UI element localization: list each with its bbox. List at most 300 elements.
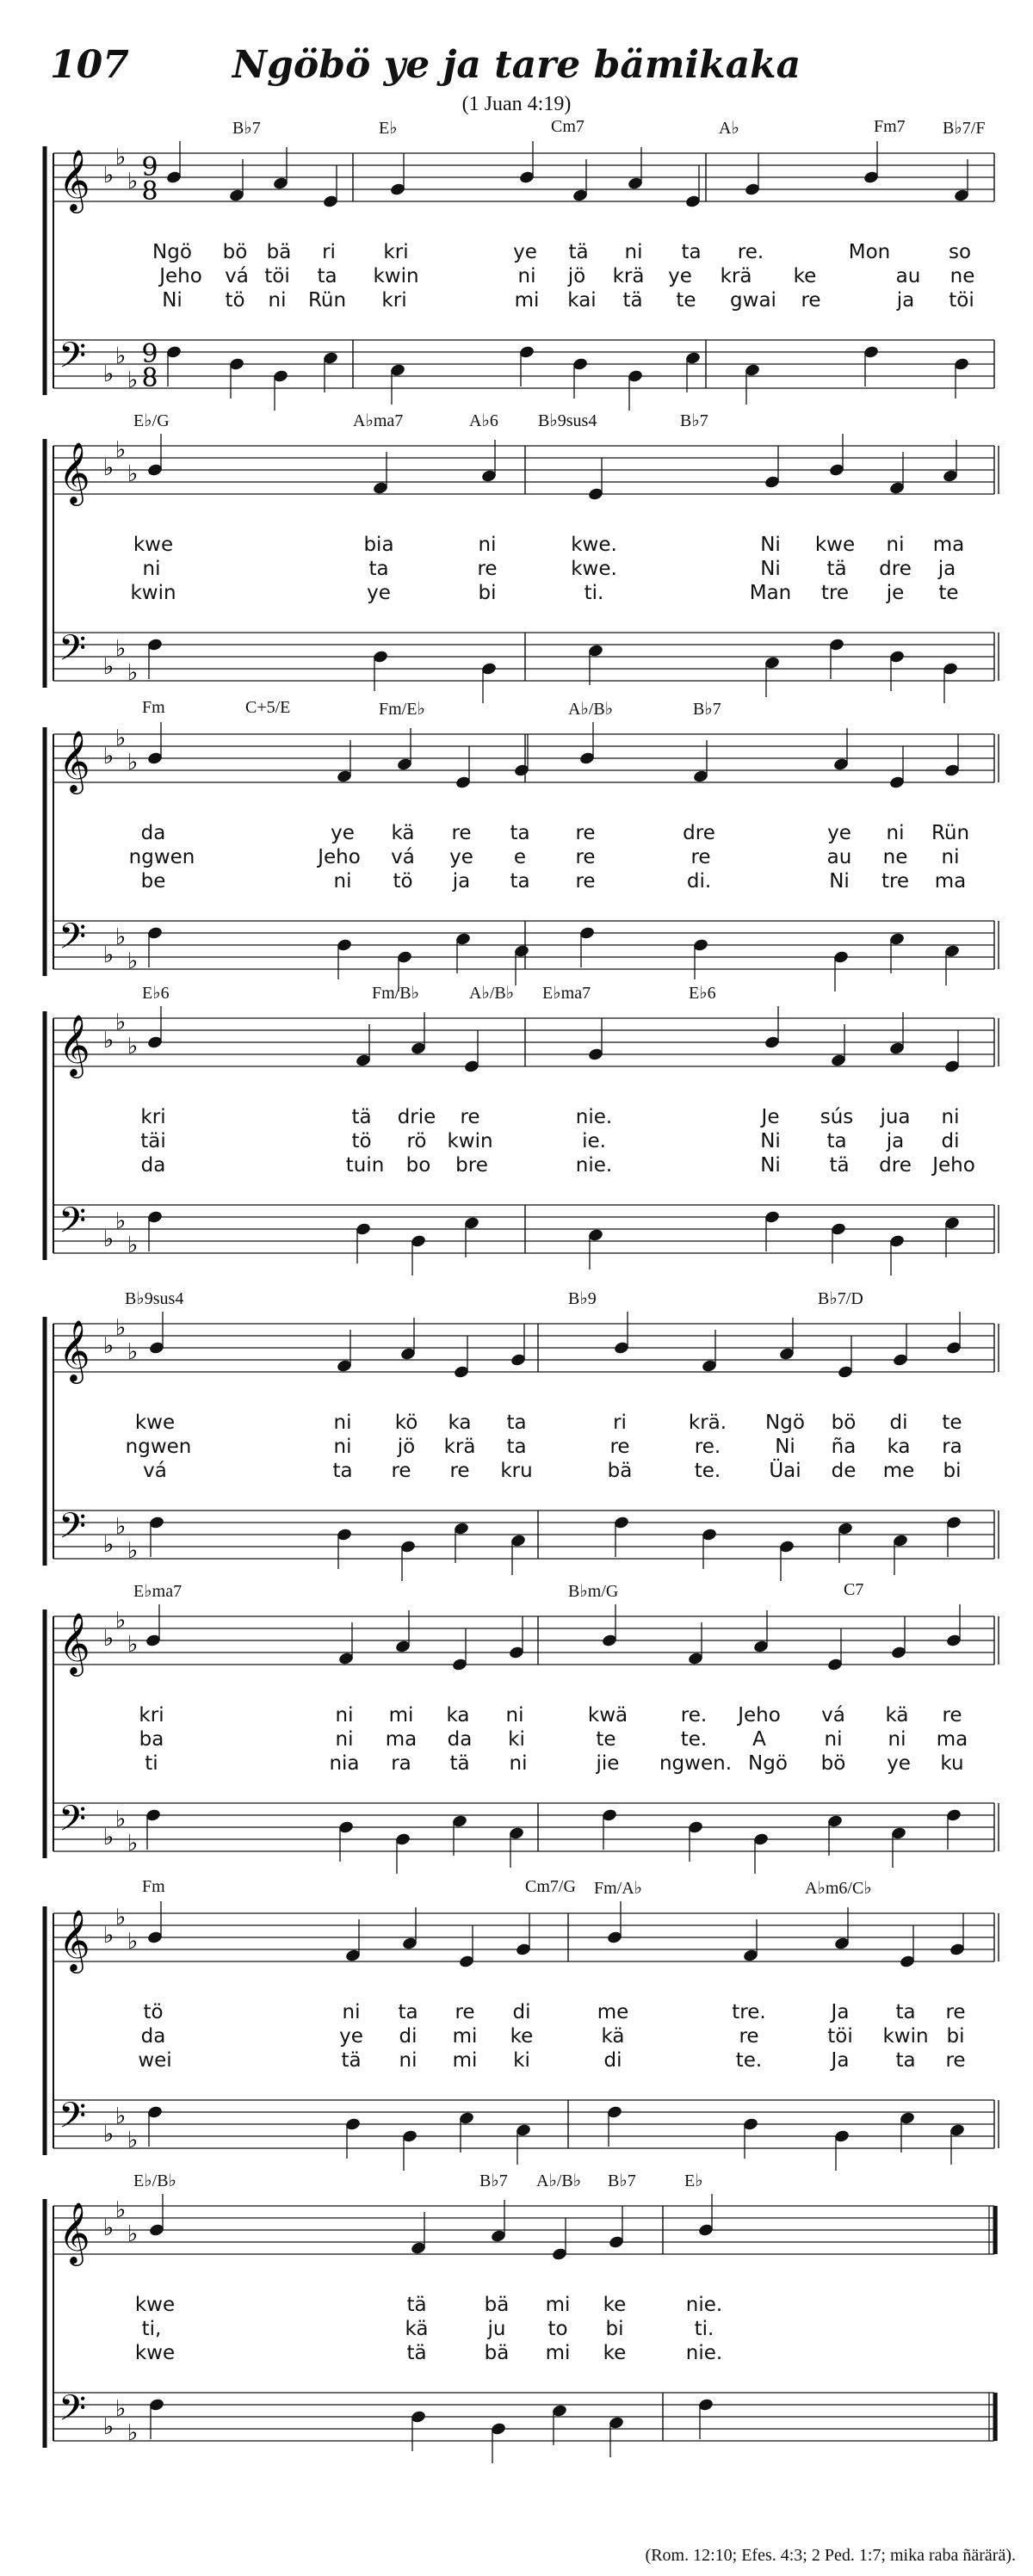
key-signature-flat: ♭	[115, 924, 127, 950]
lyric-syllable-verse-3: re	[449, 1460, 470, 1482]
lyric-syllable-verse-1: re	[945, 2001, 966, 2023]
key-signature-flat: ♭	[127, 1339, 139, 1365]
lyric-syllable-verse-1: tä	[568, 241, 589, 263]
chord-symbol: B♭9sus4	[538, 411, 597, 430]
lyric-syllable-verse-2: kwin	[447, 1130, 493, 1152]
lyric-syllable-verse-2: Ni	[775, 1436, 795, 1458]
key-signature-flat: ♭	[103, 2122, 114, 2147]
lyric-syllable-verse-2: ti,	[141, 2318, 162, 2340]
lyric-syllable-verse-2: ke	[510, 2025, 534, 2048]
hymn-number: 107	[50, 43, 129, 87]
lyric-syllable-verse-3: Ni	[760, 1154, 781, 1177]
lyric-syllable-verse-1: re.	[680, 1704, 708, 1727]
chord-symbol: B♭7/D	[818, 1289, 863, 1308]
system-6	[0, 1580, 1033, 1876]
lyric-syllable-verse-3: ta	[510, 870, 530, 893]
lyric-syllable-verse-3: bi	[943, 1460, 962, 1482]
chord-symbol: E♭ma7	[542, 984, 591, 1003]
lyric-syllable-verse-2: Jeho	[318, 846, 361, 868]
time-signature-top: 9	[141, 152, 158, 182]
lyric-syllable-verse-3: bä	[607, 1460, 633, 1482]
key-signature-flat: ♭	[115, 2197, 127, 2223]
lyric-syllable-verse-2: ki	[508, 1728, 525, 1751]
lyric-syllable-verse-3: dre	[879, 1154, 912, 1177]
lyric-syllable-verse-1: bia	[363, 534, 394, 556]
lyric-syllable-verse-3: Rün	[307, 289, 347, 312]
key-signature-flat: ♭	[115, 1514, 127, 1540]
treble-clef: 𝄞	[59, 1611, 90, 1674]
key-signature-flat: ♭	[115, 1315, 127, 1341]
key-signature-flat: ♭	[127, 1538, 139, 1564]
lyric-syllable-verse-3: Ja	[831, 2049, 850, 2072]
lyric-syllable-verse-2: re	[477, 558, 498, 580]
lyric-syllable-verse-1: ma	[932, 534, 965, 556]
lyric-syllable-verse-3: bä	[484, 2342, 510, 2364]
chord-symbol: A♭/B♭	[536, 2171, 582, 2190]
lyric-syllable-verse-3: tre	[820, 582, 850, 604]
lyric-syllable-verse-3: Jeho	[932, 1154, 975, 1177]
lyric-syllable-verse-3: mi	[452, 2049, 478, 2072]
chord-symbol: A♭/B♭	[469, 984, 515, 1003]
lyric-syllable-verse-2: ra	[942, 1436, 962, 1458]
lyric-syllable-verse-2: ta	[317, 265, 337, 287]
key-signature-flat: ♭	[127, 461, 139, 487]
lyric-syllable-verse-3: kwe	[134, 2342, 176, 2364]
lyric-syllable-verse-1: krä.	[688, 1412, 727, 1434]
lyric-syllable-verse-1: Ngö	[765, 1412, 805, 1434]
lyric-syllable-verse-1: ni	[505, 1704, 524, 1727]
lyric-syllable-verse-3: wei	[138, 2049, 172, 2072]
chord-symbol: Fm	[142, 1877, 165, 1896]
key-signature-flat: ♭	[115, 726, 127, 751]
lyric-syllable-verse-2: ngwen	[125, 1436, 192, 1458]
lyric-syllable-verse-1: Ni	[760, 534, 781, 556]
lyric-syllable-verse-1: ye	[331, 822, 355, 844]
hymn-title: Ngöbö ye ja tare bämikaka	[232, 43, 801, 87]
lyric-syllable-verse-3: re	[801, 289, 821, 312]
lyric-syllable-verse-2: ja	[886, 1130, 905, 1152]
lyric-syllable-verse-1: kri	[140, 1106, 166, 1128]
lyric-syllable-verse-2: Ni	[760, 1130, 781, 1152]
lyric-syllable-verse-3: ja	[896, 289, 915, 312]
lyric-syllable-verse-1: nie.	[575, 1106, 613, 1128]
lyric-syllable-verse-3: töi	[949, 289, 974, 312]
lyric-syllable-verse-1: mi	[545, 2294, 571, 2316]
lyric-syllable-verse-1: kri	[383, 241, 409, 263]
lyric-syllable-verse-3: Ni	[162, 289, 182, 312]
key-signature-flat: ♭	[103, 455, 114, 481]
chord-symbol: A♭/B♭	[568, 700, 614, 719]
bass-clef: 𝄢	[59, 2095, 87, 2145]
key-signature-flat: ♭	[127, 1232, 139, 1258]
key-signature-flat: ♭	[127, 2128, 139, 2153]
lyric-syllable-verse-3: bo	[405, 1154, 431, 1177]
chord-symbol: E♭	[684, 2171, 703, 2190]
lyric-syllable-verse-1: ye	[513, 241, 537, 263]
lyric-syllable-verse-3: kwin	[130, 582, 176, 604]
lyric-syllable-verse-2: ne	[949, 265, 975, 287]
lyric-syllable-verse-1: Mon	[848, 241, 891, 263]
lyric-syllable-verse-1: jua	[880, 1106, 911, 1128]
key-signature-flat: ♭	[127, 1929, 139, 1955]
key-signature-flat: ♭	[103, 361, 114, 387]
lyric-syllable-verse-1: me	[597, 2001, 629, 2023]
lyric-syllable-verse-3: bi	[478, 582, 497, 604]
key-signature-flat: ♭	[103, 942, 114, 968]
lyric-syllable-verse-3: ta	[895, 2049, 916, 2072]
key-signature-flat: ♭	[115, 145, 127, 170]
key-signature-flat: ♭	[103, 744, 114, 769]
lyric-syllable-verse-2: ju	[487, 2318, 506, 2340]
scripture-reference: (1 Juan 4:19)	[461, 93, 572, 115]
lyric-syllable-verse-1: ta	[681, 241, 702, 263]
lyric-syllable-verse-3: ta	[332, 1460, 353, 1482]
lyric-syllable-verse-1: ni	[478, 534, 497, 556]
lyric-syllable-verse-2: ni	[888, 1728, 906, 1751]
lyric-syllable-verse-1: ta	[510, 822, 530, 844]
lyric-syllable-verse-3: ja	[452, 870, 471, 893]
lyric-syllable-verse-3: mi	[514, 289, 540, 312]
key-signature-flat: ♭	[115, 1905, 127, 1930]
key-signature-flat: ♭	[103, 1626, 114, 1652]
lyric-syllable-verse-2: ti.	[694, 2318, 714, 2340]
lyric-syllable-verse-1: di	[889, 1412, 908, 1434]
lyric-syllable-verse-1: kwe	[134, 1412, 176, 1434]
time-signature-bottom: 8	[141, 363, 158, 393]
key-signature-flat: ♭	[127, 1632, 139, 1658]
lyric-syllable-verse-2: ye	[449, 846, 473, 868]
lyric-syllable-verse-2: Ni	[760, 558, 781, 580]
lyric-syllable-verse-1: sús	[820, 1106, 854, 1128]
lyric-syllable-verse-2: mi	[452, 2025, 478, 2048]
system-2	[0, 413, 1033, 706]
lyric-syllable-verse-3: Üai	[769, 1460, 801, 1482]
lyric-syllable-verse-2: ta	[826, 1130, 847, 1152]
lyric-syllable-verse-2: ma	[936, 1728, 968, 1751]
bass-clef: 𝄢	[59, 1200, 87, 1250]
key-signature-flat: ♭	[115, 1208, 127, 1234]
lyric-syllable-verse-3: da	[140, 1154, 166, 1177]
key-signature-flat: ♭	[127, 2221, 139, 2247]
lyric-syllable-verse-3: tö	[393, 870, 413, 893]
chord-symbol: B♭7	[479, 2171, 508, 2190]
lyric-syllable-verse-2: jö	[397, 1436, 416, 1458]
lyric-syllable-verse-1: ta	[398, 2001, 418, 2023]
lyric-syllable-verse-3: vá	[143, 1460, 167, 1482]
key-signature-flat: ♭	[103, 2414, 114, 2440]
system-3	[0, 698, 1033, 994]
lyric-syllable-verse-2: tö	[351, 1130, 372, 1152]
key-signature-flat: ♭	[115, 636, 127, 662]
lyric-syllable-verse-1: mi	[388, 1704, 414, 1727]
lyric-syllable-verse-1: Je	[761, 1106, 780, 1128]
lyric-syllable-verse-3: ye	[367, 582, 391, 604]
lyric-syllable-verse-1: kwe	[133, 534, 174, 556]
lyric-syllable-verse-2: kä	[405, 2318, 429, 2340]
lyric-syllable-verse-3: ni	[509, 1752, 528, 1775]
lyric-syllable-verse-1: ta	[506, 1412, 527, 1434]
key-signature-flat: ♭	[127, 368, 139, 393]
lyric-syllable-verse-2: krä	[720, 265, 752, 287]
chord-symbol: E♭ma7	[133, 1582, 182, 1601]
lyric-syllable-verse-1: tö	[143, 2001, 164, 2023]
lyric-syllable-verse-1: dre	[683, 822, 715, 844]
chord-symbol: Cm7/G	[525, 1877, 576, 1896]
lyric-syllable-verse-3: jie	[596, 1752, 620, 1775]
lyric-syllable-verse-2: te	[596, 1728, 616, 1751]
lyric-syllable-verse-3: Ngö	[748, 1752, 788, 1775]
lyric-syllable-verse-1: kä	[391, 822, 415, 844]
lyric-syllable-verse-2: kä	[601, 2025, 625, 2048]
lyric-syllable-verse-1: Ja	[831, 2001, 850, 2023]
lyric-syllable-verse-2: töi	[264, 265, 290, 287]
lyric-syllable-verse-2: re	[575, 846, 596, 868]
lyric-syllable-verse-3: nie.	[575, 1154, 613, 1177]
chord-symbol: E♭/G	[133, 411, 170, 430]
lyric-syllable-verse-3: ni	[333, 870, 352, 893]
lyric-syllable-verse-2: ta	[368, 558, 389, 580]
lyric-syllable-verse-2: vá	[391, 846, 415, 868]
lyric-syllable-verse-1: ni	[624, 241, 643, 263]
lyric-syllable-verse-2: bi	[605, 2318, 624, 2340]
lyric-syllable-verse-1: vá	[821, 1704, 845, 1727]
lyric-syllable-verse-1: re	[451, 822, 472, 844]
key-signature-flat: ♭	[103, 163, 114, 188]
lyric-syllable-verse-3: ma	[934, 870, 967, 893]
key-signature-flat: ♭	[103, 1028, 114, 1053]
lyric-syllable-verse-2: A	[752, 1728, 766, 1751]
lyric-syllable-verse-3: nia	[329, 1752, 360, 1775]
system-5	[0, 1291, 1033, 1584]
key-signature-flat: ♭	[127, 948, 139, 974]
key-signature-flat: ♭	[115, 2396, 127, 2422]
chord-symbol: B♭9	[568, 1289, 597, 1308]
lyric-syllable-verse-2: au	[826, 846, 852, 868]
lyric-syllable-verse-2: ye	[339, 2025, 363, 2048]
lyric-syllable-verse-3: tä	[622, 289, 643, 312]
chord-symbol: B♭m/G	[568, 1582, 619, 1601]
lyric-syllable-verse-2: Jeho	[159, 265, 202, 287]
lyric-syllable-verse-1: ni	[333, 1412, 352, 1434]
chord-symbol: E♭6	[142, 984, 170, 1003]
lyric-syllable-verse-1: di	[512, 2001, 531, 2023]
lyric-syllable-verse-1: re	[460, 1106, 480, 1128]
lyric-syllable-verse-3: nie.	[685, 2342, 723, 2364]
lyric-syllable-verse-3: kai	[567, 289, 597, 312]
lyric-syllable-verse-2: ke	[793, 265, 817, 287]
key-signature-flat: ♭	[115, 437, 127, 463]
lyric-syllable-verse-2: ka	[887, 1436, 911, 1458]
lyric-syllable-verse-1: ka	[448, 1412, 472, 1434]
lyric-syllable-verse-1: ni	[335, 1704, 354, 1727]
lyric-syllable-verse-3: tre	[881, 870, 910, 893]
lyric-syllable-verse-2: ie.	[582, 1130, 606, 1152]
lyric-syllable-verse-3: tä	[341, 2049, 362, 2072]
bass-clef: 𝄢	[59, 1505, 87, 1555]
lyric-syllable-verse-2: ni	[941, 846, 960, 868]
lyric-syllable-verse-3: tuin	[345, 1154, 385, 1177]
key-signature-flat: ♭	[127, 660, 139, 686]
lyric-syllable-verse-1: re	[455, 2001, 475, 2023]
lyric-syllable-verse-1: re	[942, 1704, 962, 1727]
lyric-syllable-verse-3: me	[882, 1460, 915, 1482]
lyric-syllable-verse-1: tä	[406, 2294, 427, 2316]
lyric-syllable-verse-2: di	[941, 1130, 960, 1152]
lyric-syllable-verse-3: de	[831, 1460, 857, 1482]
lyric-syllable-verse-3: gwai	[730, 289, 776, 312]
lyric-syllable-verse-2: re	[739, 2025, 759, 2048]
chord-symbol: C7	[844, 1580, 864, 1599]
lyric-syllable-verse-1: ri	[613, 1412, 627, 1434]
lyric-syllable-verse-1: re	[575, 822, 596, 844]
lyric-syllable-verse-1: ka	[446, 1704, 470, 1727]
lyric-syllable-verse-1: Ngö	[152, 241, 192, 263]
lyric-syllable-verse-2: täi	[140, 1130, 166, 1152]
lyric-syllable-verse-1: bä	[266, 241, 292, 263]
chord-symbol: B♭7	[680, 411, 708, 430]
lyric-syllable-verse-1: ni	[342, 2001, 361, 2023]
key-signature-flat: ♭	[103, 1532, 114, 1558]
system-8	[0, 2173, 1033, 2466]
lyric-syllable-verse-3: ngwen.	[659, 1752, 733, 1775]
key-signature-flat: ♭	[127, 169, 139, 195]
lyric-syllable-verse-3: bö	[820, 1752, 846, 1775]
lyric-syllable-verse-1: drie	[397, 1106, 436, 1128]
lyric-syllable-verse-2: te.	[680, 1728, 708, 1751]
lyric-syllable-verse-2: re	[690, 846, 711, 868]
lyric-syllable-verse-2: ja	[937, 558, 956, 580]
lyric-syllable-verse-1: kwe	[814, 534, 856, 556]
lyric-syllable-verse-1: ta	[895, 2001, 916, 2023]
lyric-syllable-verse-2: ba	[139, 1728, 164, 1751]
lyric-syllable-verse-3: ki	[513, 2049, 530, 2072]
footnote: (Rom. 12:10; Efes. 4:3; 2 Ped. 1:7; mika raba ñärärä).	[645, 2546, 1016, 2565]
lyric-syllable-verse-1: ni	[886, 822, 905, 844]
lyric-syllable-verse-3: tä	[829, 1154, 850, 1177]
lyric-syllable-verse-3: ti	[145, 1752, 158, 1775]
lyric-syllable-verse-1: kö	[394, 1412, 418, 1434]
lyric-syllable-verse-2: au	[895, 265, 921, 287]
chord-symbol: B♭7	[693, 700, 721, 719]
lyric-syllable-verse-1: kri	[139, 1704, 164, 1727]
lyric-syllable-verse-2: dre	[879, 558, 912, 580]
lyric-syllable-verse-3: ni	[399, 2049, 418, 2072]
lyric-syllable-verse-3: di	[603, 2049, 622, 2072]
lyric-syllable-verse-1: kwe	[134, 2294, 176, 2316]
key-signature-flat: ♭	[127, 750, 139, 775]
lyric-syllable-verse-2: to	[547, 2318, 568, 2340]
chord-symbol: Fm/E♭	[379, 700, 425, 719]
lyric-syllable-verse-1: ye	[827, 822, 851, 844]
lyric-syllable-verse-1: Jeho	[738, 1704, 781, 1727]
lyric-syllable-verse-2: ma	[385, 1728, 418, 1751]
key-signature-flat: ♭	[103, 1923, 114, 1949]
lyric-syllable-verse-1: bä	[484, 2294, 510, 2316]
chord-symbol: E♭	[379, 119, 398, 138]
lyric-syllable-verse-3: re	[945, 2049, 966, 2072]
treble-clef: 𝄞	[59, 2201, 90, 2264]
lyric-syllable-verse-1: ke	[603, 2294, 627, 2316]
lyric-syllable-verse-2: bi	[946, 2025, 965, 2048]
chord-symbol: A♭	[719, 119, 739, 138]
lyric-syllable-verse-2: ne	[882, 846, 908, 868]
lyric-syllable-verse-1: te	[942, 1412, 962, 1434]
key-signature-flat: ♭	[103, 1825, 114, 1850]
lyric-syllable-verse-3: je	[886, 582, 905, 604]
lyric-syllable-verse-3: te.	[694, 1460, 721, 1482]
chord-symbol: B♭7	[608, 2171, 636, 2190]
system-1	[0, 117, 1033, 413]
lyric-syllable-verse-2: rö	[406, 1130, 427, 1152]
key-signature-flat: ♭	[115, 1010, 127, 1035]
lyric-syllable-verse-1: ni	[941, 1106, 960, 1128]
system-4	[0, 985, 1033, 1278]
lyric-syllable-verse-1: kwä	[587, 1704, 628, 1727]
chord-symbol: B♭7/F	[943, 119, 986, 138]
lyric-syllable-verse-2: ni	[517, 265, 536, 287]
lyric-syllable-verse-3: Ni	[829, 870, 850, 893]
key-signature-flat: ♭	[115, 2103, 127, 2129]
lyric-syllable-verse-3: re	[575, 870, 596, 893]
lyric-syllable-verse-2: krä	[612, 265, 645, 287]
system-7	[0, 1877, 1033, 2173]
lyric-syllable-verse-1: bö	[222, 241, 248, 263]
lyric-syllable-verse-2: ni	[333, 1436, 352, 1458]
grand-staff	[0, 120, 1033, 413]
lyric-syllable-verse-2: da	[447, 1728, 473, 1751]
lyric-syllable-verse-1: tä	[351, 1106, 372, 1128]
treble-clef: 𝄞	[59, 729, 90, 792]
lyric-syllable-verse-3: te	[676, 289, 696, 312]
lyric-syllable-verse-1: nie.	[685, 2294, 723, 2316]
key-signature-flat: ♭	[103, 2215, 114, 2241]
chord-symbol: A♭m6/C♭	[805, 1879, 872, 1898]
lyric-syllable-verse-3: mi	[545, 2342, 571, 2364]
lyric-syllable-verse-1: ni	[886, 534, 905, 556]
lyric-syllable-verse-1: re.	[737, 241, 764, 263]
lyric-syllable-verse-1: kwe.	[571, 534, 617, 556]
chord-symbol: A♭ma7	[353, 411, 404, 430]
chord-symbol: C+5/E	[245, 698, 291, 717]
lyric-syllable-verse-1: da	[140, 822, 166, 844]
chord-symbol: Fm7	[874, 117, 906, 136]
key-signature-flat: ♭	[115, 1608, 127, 1634]
chord-symbol: Fm	[142, 698, 165, 717]
key-signature-flat: ♭	[103, 1333, 114, 1359]
lyric-syllable-verse-2: kwin	[373, 265, 419, 287]
lyric-syllable-verse-3: ke	[603, 2342, 627, 2364]
lyric-syllable-verse-2: ta	[506, 1436, 527, 1458]
chord-symbol: A♭6	[469, 411, 498, 430]
lyric-syllable-verse-3: bre	[455, 1154, 488, 1177]
treble-clef: 𝄞	[59, 1319, 90, 1381]
lyric-syllable-verse-2: da	[140, 2025, 166, 2048]
lyric-syllable-verse-3: te	[938, 582, 959, 604]
lyric-syllable-verse-2: re.	[694, 1436, 721, 1458]
lyric-syllable-verse-2: jö	[567, 265, 586, 287]
lyric-syllable-verse-1: bö	[831, 1412, 857, 1434]
time-signature-bottom: 8	[141, 176, 158, 207]
lyric-syllable-verse-3: tä	[449, 1752, 470, 1775]
lyric-syllable-verse-3: kri	[381, 289, 407, 312]
lyric-syllable-verse-2: ni	[142, 558, 161, 580]
lyric-syllable-verse-1: Rün	[931, 822, 970, 844]
key-signature-flat: ♭	[127, 2420, 139, 2446]
lyric-syllable-verse-3: be	[140, 870, 166, 893]
lyric-syllable-verse-2: töi	[827, 2025, 853, 2048]
bass-clef: 𝄢	[59, 916, 87, 966]
chord-symbol: E♭6	[689, 984, 716, 1003]
